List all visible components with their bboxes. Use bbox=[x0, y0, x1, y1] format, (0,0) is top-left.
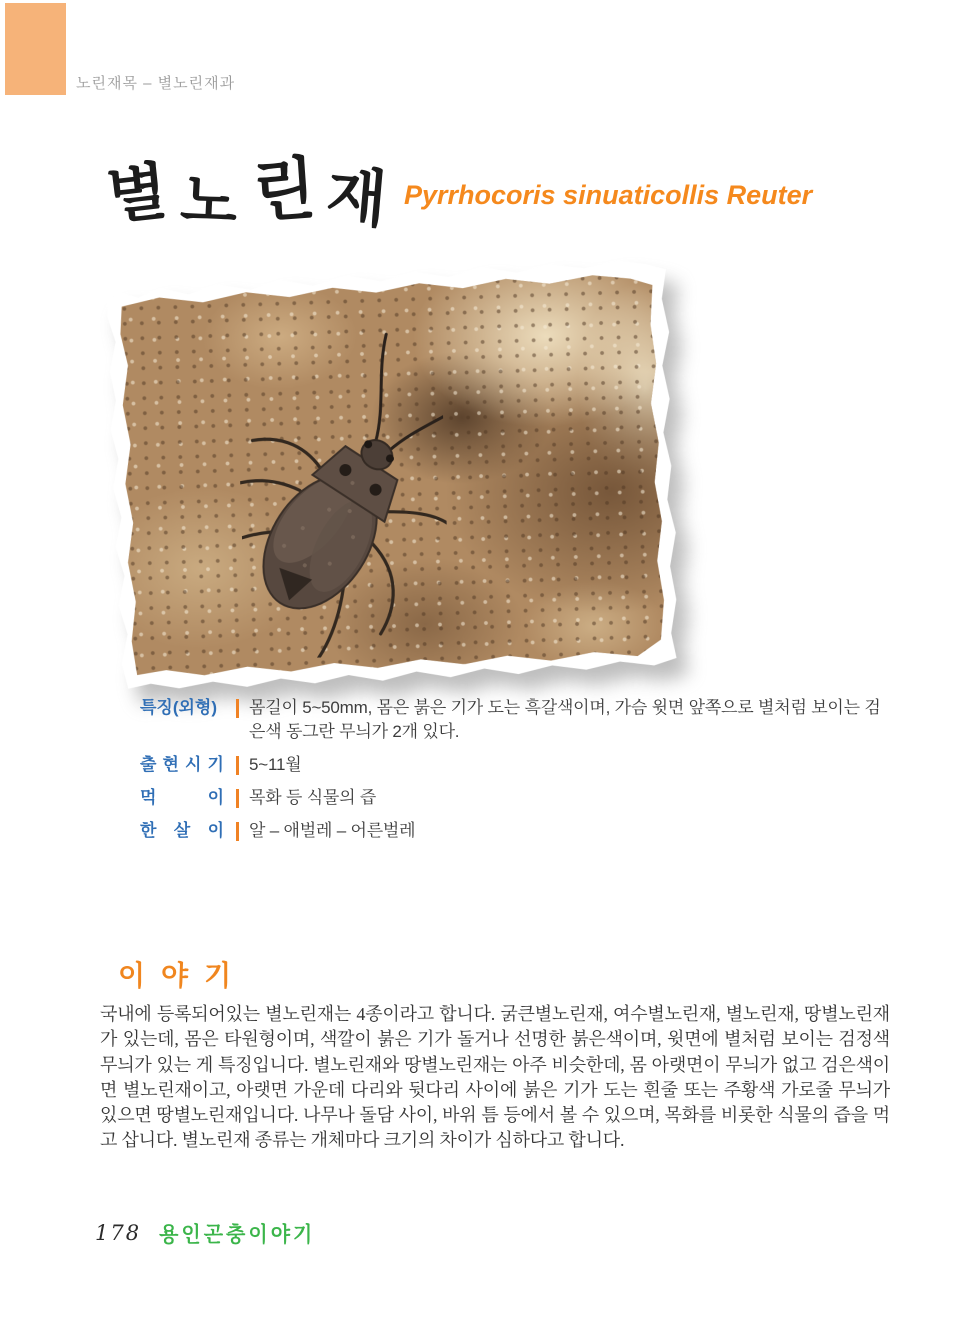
scientific-name: Pyrrhocoris sinuaticollis Reuter bbox=[404, 180, 813, 210]
species-info bbox=[140, 696, 888, 852]
species-photo bbox=[103, 257, 683, 694]
corner-accent-block bbox=[5, 3, 66, 95]
info-row-lifecycle bbox=[140, 819, 888, 843]
info-value-food: 목화 등 식물의 즙 bbox=[249, 788, 377, 807]
page-number: 178 bbox=[95, 1220, 142, 1245]
label-divider bbox=[236, 789, 239, 808]
footer-logo: 용인곤충이야기 bbox=[159, 1221, 316, 1247]
info-row-features bbox=[140, 696, 888, 744]
info-value-lifecycle: 알 – 애벌레 – 어른벌레 bbox=[249, 821, 416, 840]
info-row-food bbox=[140, 786, 888, 810]
info-label-features: 특징(외형) bbox=[140, 698, 218, 717]
page-footer bbox=[95, 1218, 315, 1247]
info-label-food: 먹 이 bbox=[140, 788, 224, 807]
label-divider bbox=[236, 822, 239, 841]
info-value-features: 몸길이 5~50mm, 몸은 붉은 기가 도는 흑갈색이며, 가슴 윗면 앞쪽으로 별처럼 보이는 검은색 동그란 무늬가 2개 있다. bbox=[249, 698, 881, 741]
story-heading: 이 야 기 bbox=[118, 958, 232, 993]
bug-illustration bbox=[234, 298, 451, 660]
info-row-season bbox=[140, 753, 888, 777]
info-value-season: 5~11월 bbox=[249, 755, 302, 774]
label-divider bbox=[236, 699, 239, 718]
label-divider bbox=[236, 756, 239, 775]
story-body: 국내에 등록되어있는 별노린재는 4종이라고 합니다. 굵큰별노린재, 여수별노린재, 별노린재, 땅별노린재가 있는데, 몸은 타원형이며, 색깔이 붉은 기가 돌거나 선명한 붉은색이며, 윗면에 별처럼 보이는 검정색 무늬가 있는 게 특징입니다. 별노린재와 땅별노린재는 아주 비슷한데, 몸 아랫면이 무늬가 없고 검은색이면 별노린재이고, 아랫면 가운데 다리와 뒷다리 사이에 붉은 기가 도는 흰줄 또는 주황색 가로줄 무늬가 있으면 땅별노린재입니다. 나무나 돌담 사이, 바위 틈 등에서 볼 수 있으며, 목화를 비롯한 식물의 즙을 먹고 삽니다. 별노린재 종류는 개체마다 크기의 차이가 심하다고 합니다. bbox=[100, 1004, 890, 1151]
running-header: 노린재목 – 별노린재과 bbox=[76, 75, 236, 92]
info-label-season: 출 현 시 기 bbox=[140, 755, 224, 774]
photo-soil-background bbox=[116, 269, 671, 681]
info-label-lifecycle: 한 살 이 bbox=[140, 821, 224, 840]
page-title: 별 노 린 재 bbox=[103, 147, 390, 238]
